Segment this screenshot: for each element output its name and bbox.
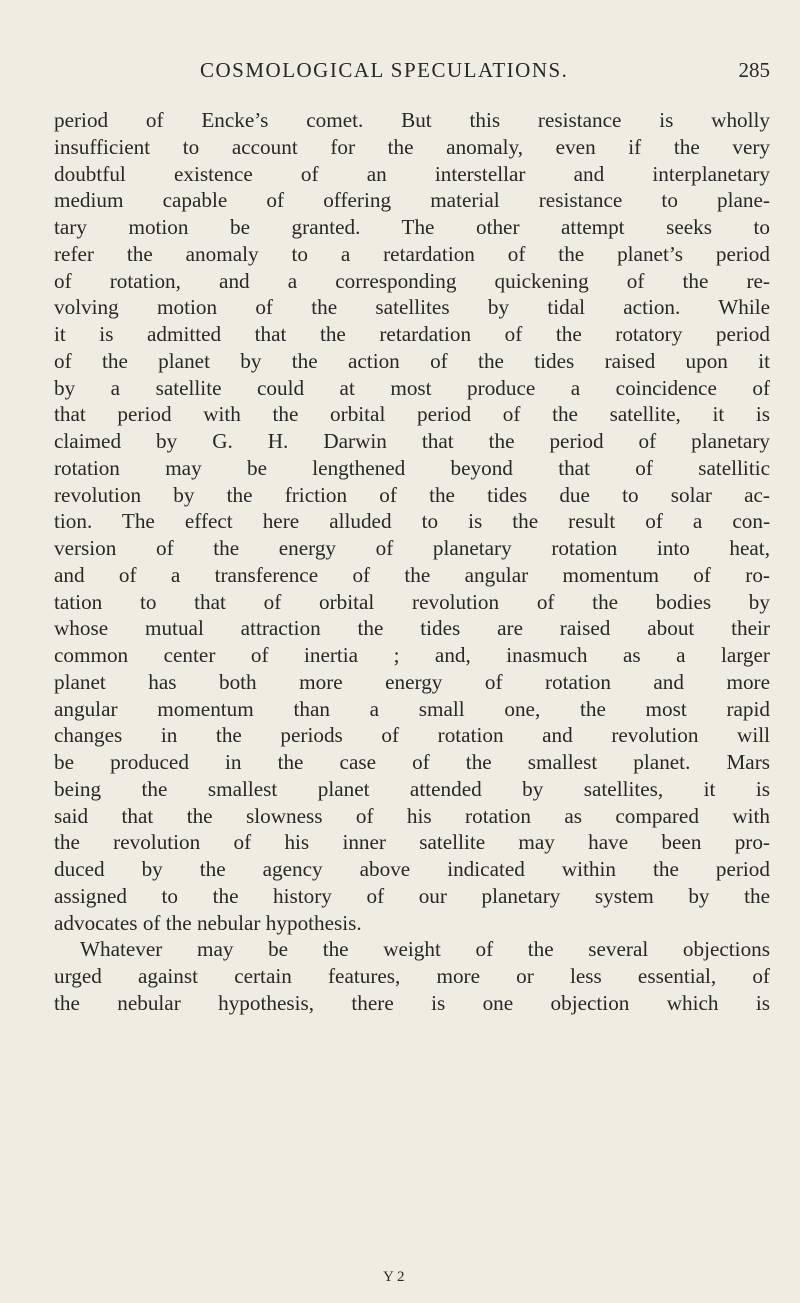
text-line: changes in the periods of rotation and revolution will bbox=[54, 723, 770, 748]
text-line: duced by the agency above indicated within the period bbox=[54, 857, 770, 881]
page-number: 285 bbox=[738, 58, 770, 82]
text-line: angular momentum than a small one, the most rapid bbox=[54, 696, 770, 721]
text-line: said that the slowness of his rotation as compared with bbox=[54, 803, 770, 828]
text-line: planet has both more energy of rotation and more bbox=[54, 669, 770, 694]
text-line: tion. The effect here alluded to is the result of a con- bbox=[54, 509, 770, 534]
text-line: it is admitted that the retardation of the rotatory period bbox=[54, 322, 770, 346]
text-line: medium capable of offering material resistance to plane- bbox=[54, 188, 770, 213]
paragraph-end-line: advocates of the nebular hypothesis. bbox=[54, 910, 362, 935]
text-line: version of the energy of planetary rotation into heat, bbox=[54, 536, 770, 560]
text-line: that period with the orbital period of the satellite, it is bbox=[54, 402, 770, 427]
text-line: the nebular hypothesis, there is one objection which is bbox=[54, 990, 770, 1015]
running-header bbox=[200, 58, 770, 92]
text-line: common center of inertia ; and, inasmuch as a larger bbox=[54, 643, 770, 667]
text-line: by a satellite could at most produce a coincidence of bbox=[54, 375, 770, 400]
signature-mark: Y 2 bbox=[383, 1269, 405, 1285]
text-line: assigned to the history of our planetary system by the bbox=[54, 883, 770, 908]
text-line: urged against certain features, more or less essential, of bbox=[54, 964, 770, 988]
text-line: tary motion be granted. The other attempt seeks to bbox=[54, 215, 770, 239]
paragraph-start-line: Whatever may be the weight of the several objections bbox=[80, 937, 770, 962]
text-line: whose mutual attraction the tides are raised about their bbox=[54, 616, 770, 641]
text-line: the revolution of his inner satellite may have been pro- bbox=[54, 830, 770, 855]
text-line: period of Encke’s comet. But this resistance is wholly bbox=[54, 108, 770, 132]
text-line: being the smallest planet attended by satellites, it is bbox=[54, 776, 770, 801]
text-line: tation to that of orbital revolution of the bodies by bbox=[54, 589, 770, 614]
text-line: of rotation, and a corresponding quickening of the re- bbox=[54, 268, 770, 293]
text-line: refer the anomaly to a retardation of the planet’s period bbox=[54, 241, 770, 266]
text-line: and of a transference of the angular momentum of ro- bbox=[54, 562, 770, 587]
body-text bbox=[54, 107, 770, 1017]
text-line: claimed by G. H. Darwin that the period of planetary bbox=[54, 429, 770, 453]
text-line: insufficient to account for the anomaly, even if the very bbox=[54, 134, 770, 159]
text-line: doubtful existence of an interstellar and interplanetary bbox=[54, 161, 770, 186]
text-line: of the planet by the action of the tides raised upon it bbox=[54, 348, 770, 373]
running-title: COSMOLOGICAL SPECULATIONS. bbox=[200, 58, 569, 82]
text-line: be produced in the case of the smallest planet. Mars bbox=[54, 750, 770, 774]
text-line: rotation may be lengthened beyond that of satellitic bbox=[54, 455, 770, 480]
text-line: volving motion of the satellites by tidal action. While bbox=[54, 295, 770, 320]
text-line: revolution by the friction of the tides due to solar ac- bbox=[54, 482, 770, 507]
